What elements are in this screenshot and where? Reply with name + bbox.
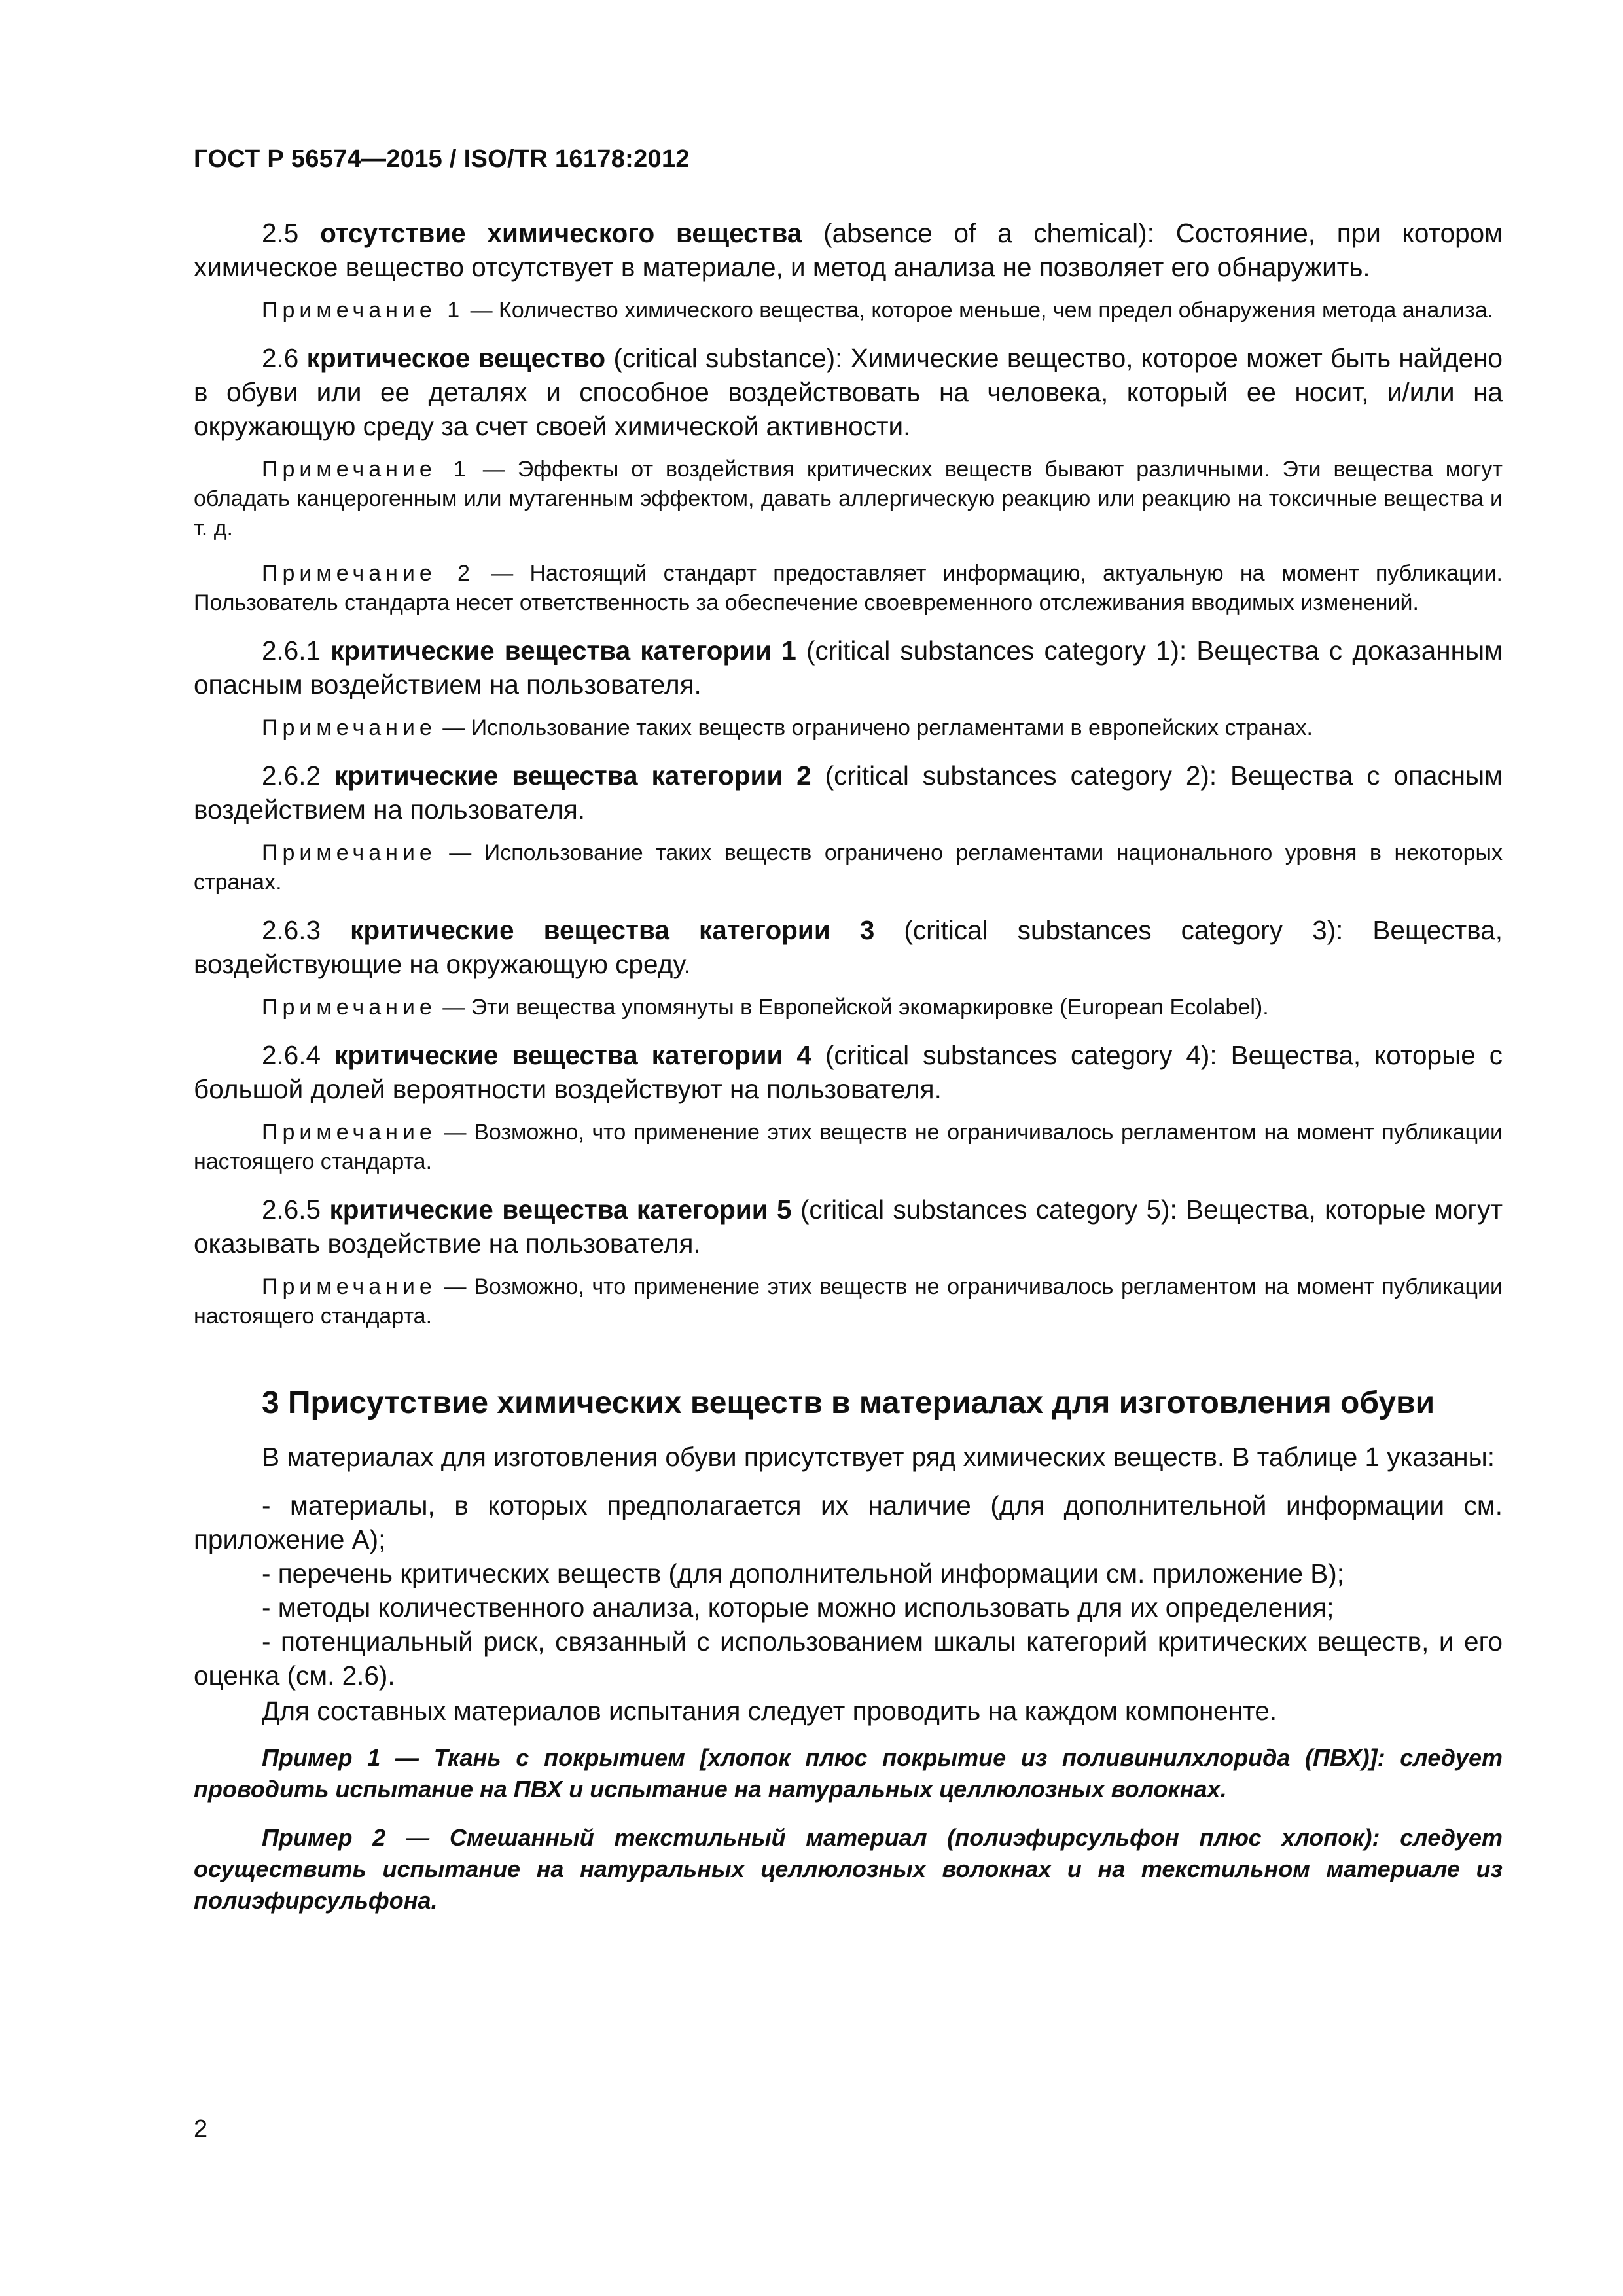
note-label: Примечание [262, 715, 437, 740]
definition-number: 2.6.2 [262, 761, 321, 791]
note-label: Примечание [262, 1274, 437, 1299]
section-intro: В материалах для изготовления обуви присутствует ряд химических веществ. В таблице 1 указаны: [262, 1442, 1495, 1472]
definition-term: критические вещества категории 4 [334, 1040, 812, 1070]
definition-term: критические вещества категории 5 [329, 1194, 792, 1225]
definition-text: (critical substances category 4): Вещества, которые с большой долей вероятности воздействуют на пользователя. [194, 1040, 1503, 1104]
page-number: 2 [194, 2115, 208, 2143]
note-text: — Возможно, что применение этих веществ не ограничивалось регламентом на момент публикации настоящего стандарта. [194, 1274, 1503, 1329]
section-heading: 3 Присутствие химических веществ в материалах для изготовления обуви [262, 1386, 1435, 1420]
definition-text: (critical substances category 2): Вещества с опасным воздействием на пользователя. [194, 761, 1503, 825]
definition-term: критические вещества категории 3 [350, 915, 875, 945]
note [194, 838, 1503, 897]
note-text: — Эффекты от воздействия критических веществ бывают различными. Эти вещества могут обладать канцерогенным или мутагенным эффектом, давать аллергическую реакцию или реакцию на токсичные вещества и т. д. [194, 457, 1503, 541]
note-label: Примечание [262, 840, 437, 865]
definition-number: 2.5 [262, 218, 299, 248]
note [194, 559, 1503, 618]
definition-2-6-4 [194, 1038, 1503, 1106]
list-item: - материалы, в которых предполагается их наличие (для дополнительной информации см. приложение А); [194, 1490, 1503, 1554]
definition-term: критические вещества категории 2 [334, 761, 812, 791]
note-text: — Использование таких веществ ограничено регламентами национального уровня в некоторых странах. [194, 840, 1503, 895]
note-text: — Возможно, что применение этих веществ не ограничивалось регламентом на момент публикации настоящего стандарта. [194, 1120, 1503, 1174]
definition-2-6-5 [194, 1193, 1503, 1261]
note [194, 1272, 1503, 1331]
document-header: ГОСТ Р 56574—2015 / ISO/TR 16178:2012 [194, 145, 690, 173]
note-label: Примечание [262, 995, 437, 1020]
definition-text: (critical substance): Химические вещество, которое может быть найдено в обуви или ее деталях и способное воздействовать на человека, который ее носит, и/или на окружающую среду за счет своей химической активности. [194, 343, 1503, 441]
section-closing: Для составных материалов испытания следует проводить на каждом компоненте. [262, 1696, 1277, 1726]
note-text: — Использование таких веществ ограничено регламентами в европейских странах. [442, 715, 1313, 740]
definition-text: (absence of a chemical): Состояние, при котором химическое вещество отсутствует в материале, и метод анализа не позволяет его обнаружить. [194, 218, 1503, 282]
definition-2-6 [194, 341, 1503, 443]
definition-term: критическое вещество [306, 343, 606, 373]
definition-text: (critical substances category 3): Вещества, воздействующие на окружающую среду. [194, 915, 1503, 979]
list-item: - методы количественного анализа, которые можно использовать для их определения; [262, 1592, 1334, 1623]
definition-2-6-2 [194, 759, 1503, 827]
list-item: - потенциальный риск, связанный с использованием шкалы категорий критических веществ, и его оценка (см. 2.6). [194, 1626, 1503, 1691]
note-label: Примечание 1 [262, 298, 465, 323]
list-item: - перечень критических веществ (для дополнительной информации см. приложение В); [262, 1558, 1344, 1588]
definition-2-5 [194, 216, 1503, 284]
definition-text: (critical substances category 1): Вещества с доказанным опасным воздействием на пользователя. [194, 636, 1503, 700]
note [194, 455, 1503, 543]
definition-2-6-1 [194, 634, 1503, 702]
definition-number: 2.6 [262, 343, 299, 373]
definition-2-6-3 [194, 913, 1503, 981]
note [194, 993, 1503, 1022]
definition-term: критические вещества категории 1 [330, 636, 796, 666]
definition-number: 2.6.3 [262, 915, 321, 945]
definition-number: 2.6.4 [262, 1040, 321, 1070]
note-text: — Эти вещества упомянуты в Европейской экомаркировке (European Ecolabel). [442, 995, 1269, 1020]
example-1: Пример 1 — Ткань с покрытием [хлопок плюс покрытие из поливинилхлорида (ПВХ)]: следует проводить испытание на ПВХ и испытание на натуральных целлюлозных волокнах. [194, 1744, 1503, 1803]
definition-number: 2.6.1 [262, 636, 321, 666]
definition-number: 2.6.5 [262, 1194, 321, 1225]
note-label: Примечание 2 [262, 561, 474, 586]
note [194, 1118, 1503, 1177]
note-label: Примечание [262, 1120, 437, 1145]
note-text: — Настоящий стандарт предоставляет информацию, актуальную на момент публикации. Пользователь стандарта несет ответственность за обеспечение своевременного отслеживания вводимых изменений. [194, 561, 1503, 615]
definition-term: отсутствие химического вещества [320, 218, 802, 248]
example-2: Пример 2 — Смешанный текстильный материал (полиэфирсульфон плюс хлопок): следует осуществить испытание на натуральных целлюлозных волокнах и на текстильном материале из полиэфирсульфона. [194, 1824, 1503, 1914]
page-content [194, 216, 1503, 1933]
note-label: Примечание 1 [262, 457, 471, 482]
note [194, 713, 1503, 743]
definition-text: (critical substances category 5): Вещества, которые могут оказывать воздействие на пользователя. [194, 1194, 1503, 1259]
note-text: — Количество химического вещества, которое меньше, чем предел обнаружения метода анализа. [470, 298, 1494, 323]
note [194, 296, 1503, 325]
